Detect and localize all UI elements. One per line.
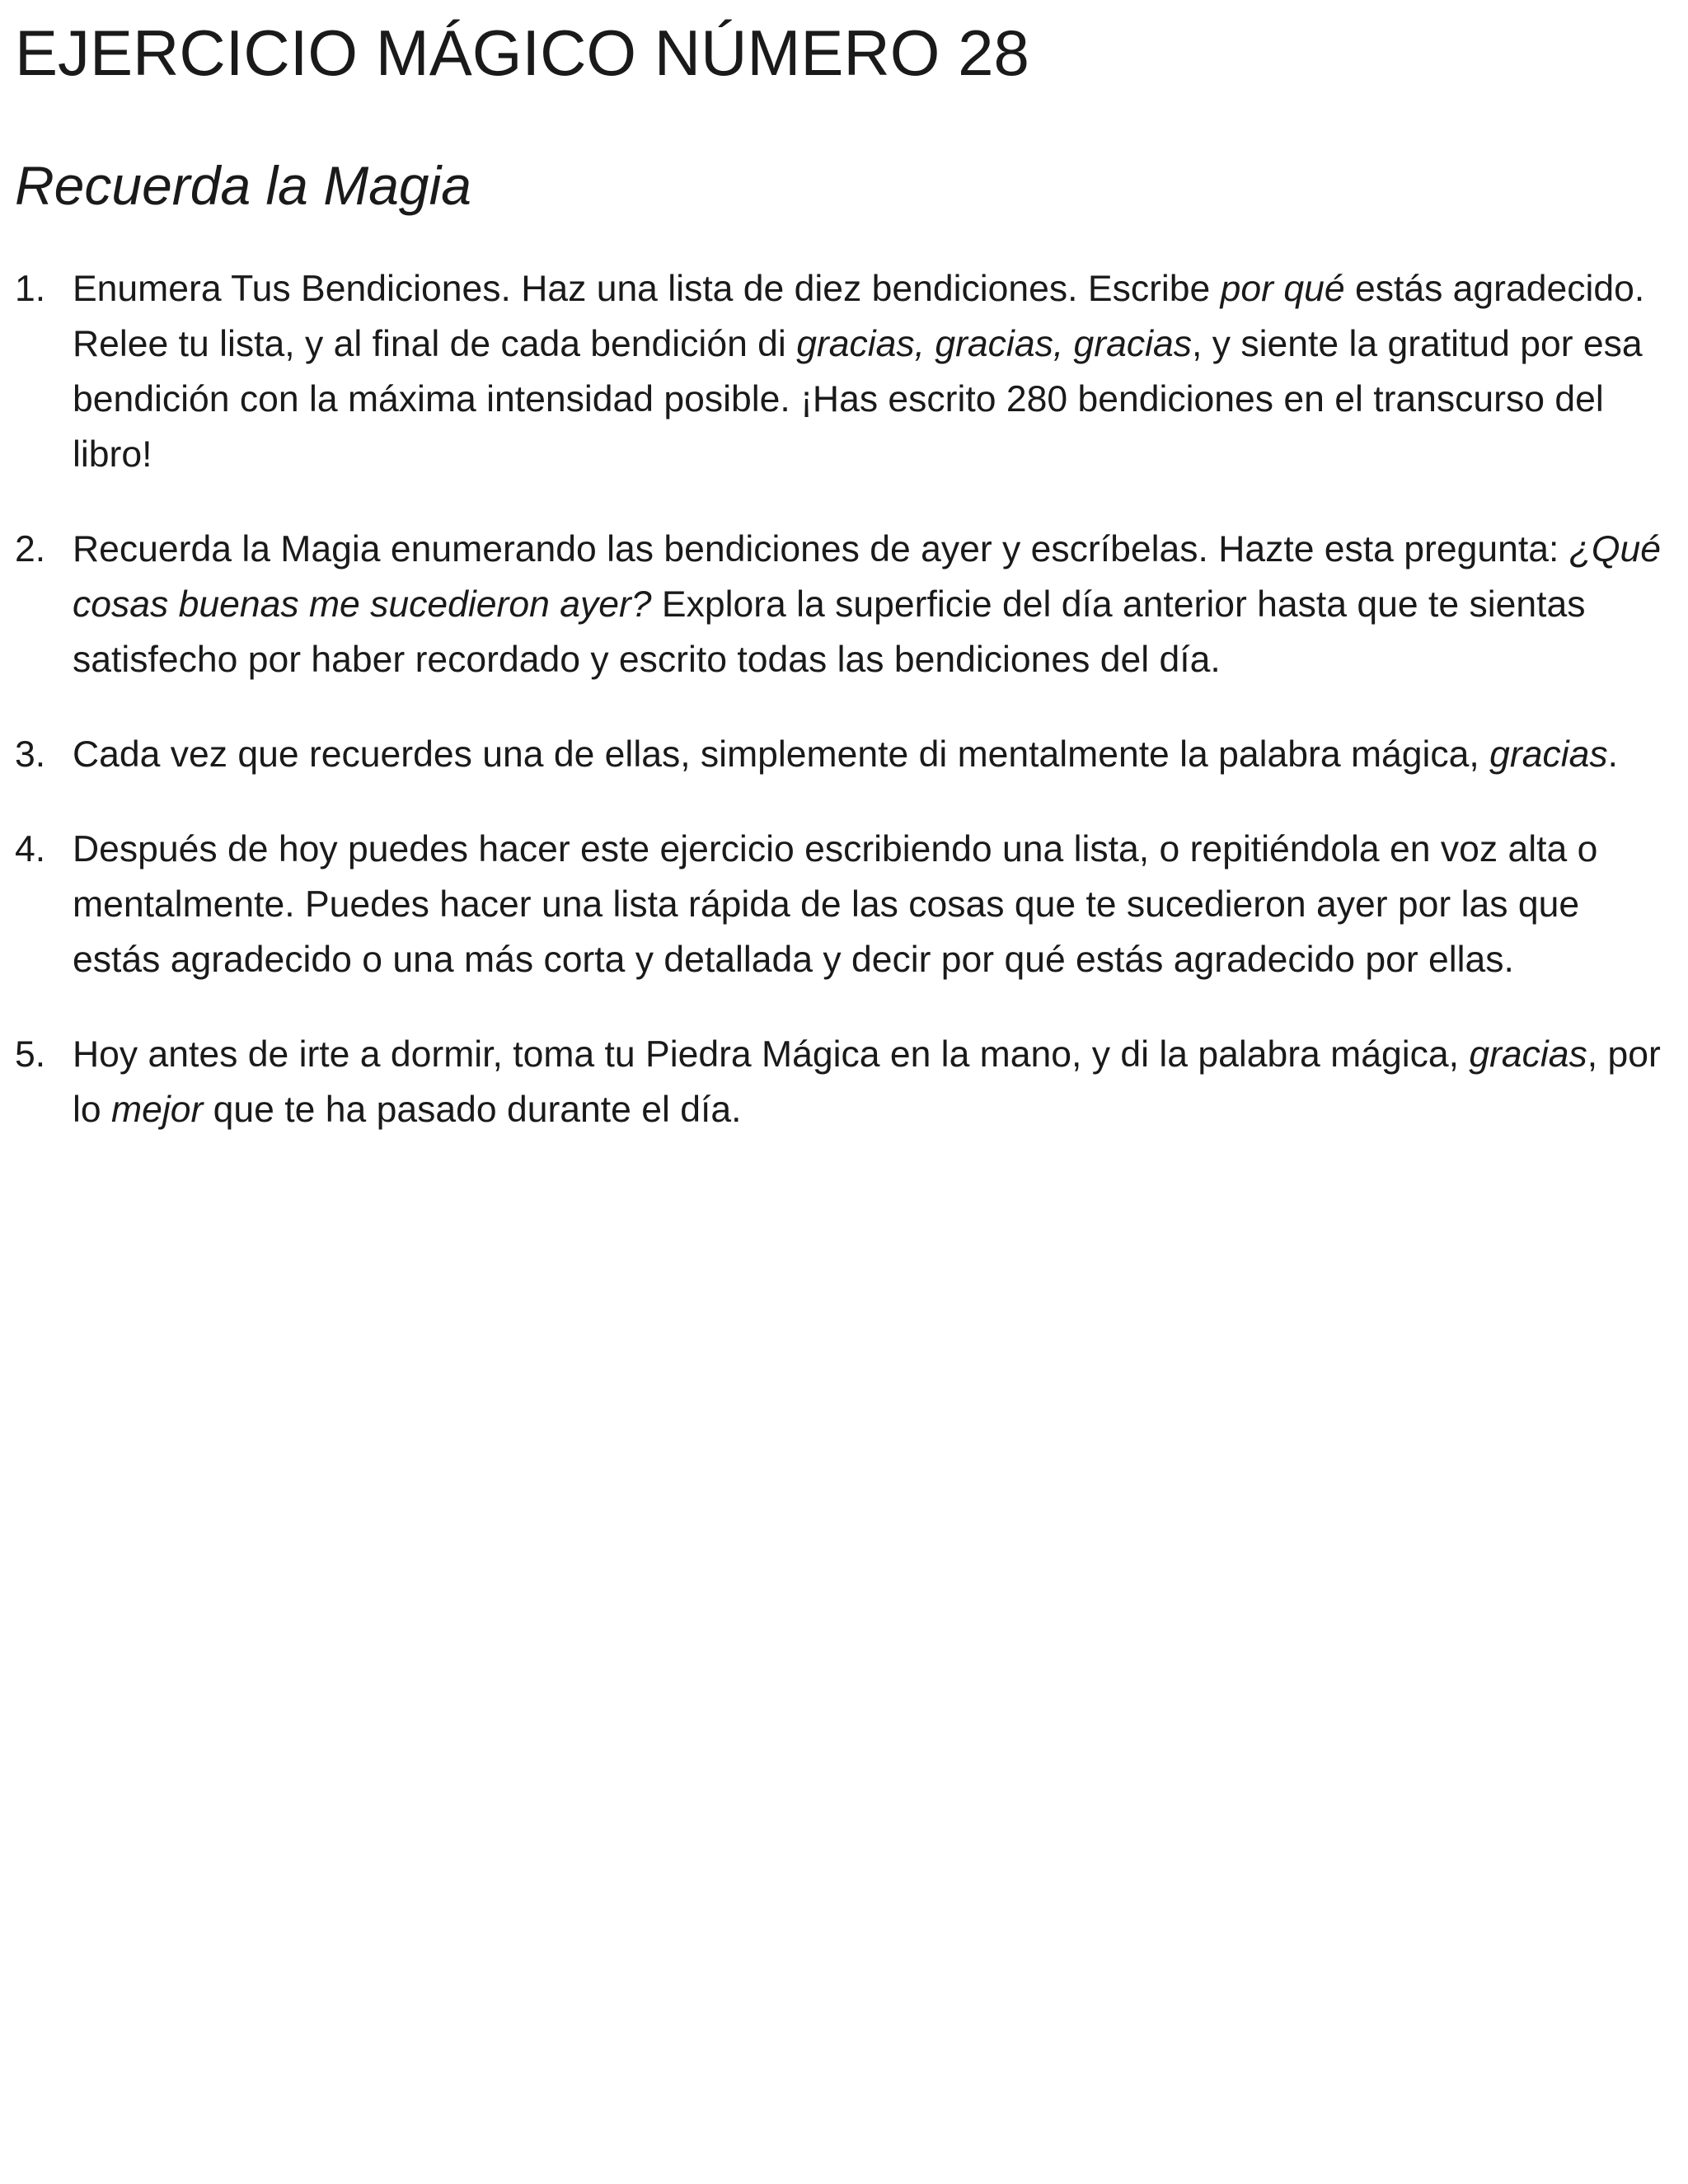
body-text: que te ha pasado durante el día.: [203, 1090, 742, 1130]
list-item: [15, 522, 1672, 687]
list-item-text: [73, 261, 1672, 482]
list-item-number: 3.: [15, 734, 46, 775]
emphasis-text: ¿Qué cosas buenas me sucedieron ayer?: [73, 529, 1661, 625]
list-item-number: 2.: [15, 529, 46, 569]
list-item-text: [73, 727, 1672, 782]
body-text: Enumera Tus Bendiciones. Haz una lista de diez bendiciones. Escribe: [73, 269, 1221, 309]
list-item: [15, 261, 1672, 482]
emphasis-text: mejor: [111, 1090, 204, 1130]
emphasis-text: gracias: [1489, 734, 1608, 775]
page-subtitle: Recuerda la Magia: [15, 155, 471, 216]
list-item-number: 1.: [15, 269, 46, 309]
exercise-list: [15, 261, 1672, 1177]
list-item-text: [73, 822, 1672, 987]
body-text: , por lo: [73, 1034, 1661, 1130]
page-title: EJERCICIO MÁGICO NÚMERO 28: [15, 16, 1029, 89]
body-text: Explora la superficie del día anterior hasta que te sientas satisfecho por haber recordado y escrito todas las bendiciones del día.: [73, 584, 1586, 680]
list-item-number: 4.: [15, 829, 46, 869]
body-text: , y siente la gratitud por esa bendición con la máxima intensidad posible. ¡Has escrito 280 bendiciones en el transcurso del libro!: [73, 324, 1643, 475]
list-item-number: 5.: [15, 1034, 46, 1075]
emphasis-text: gracias: [1469, 1034, 1587, 1075]
body-text: Hoy antes de irte a dormir, toma tu Piedra Mágica en la mano, y di la palabra mágica,: [73, 1034, 1470, 1075]
body-text: .: [1607, 734, 1618, 775]
body-text: Cada vez que recuerdes una de ellas, simplemente di mentalmente la palabra mágica,: [73, 734, 1490, 775]
list-item: [15, 727, 1672, 782]
body-text: Recuerda la Magia enumerando las bendiciones de ayer y escríbelas. Hazte esta pregunta:: [73, 529, 1569, 569]
list-item: [15, 822, 1672, 987]
list-item-text: [73, 1027, 1672, 1137]
body-text: estás agradecido. Relee tu lista, y al final de cada bendición di: [73, 269, 1645, 364]
body-text: Después de hoy puedes hacer este ejercicio escribiendo una lista, o repitiéndola en voz alta o mentalmente. Puedes hacer una lista rápida de las cosas que te sucedieron ayer por las que estás agradecido o una más corta y detallada y decir por qué estás agradecido por ellas.: [73, 829, 1598, 980]
emphasis-text: por qué: [1220, 269, 1345, 309]
list-item: [15, 1027, 1672, 1137]
list-item-text: [73, 522, 1672, 687]
emphasis-text: gracias, gracias, gracias: [796, 324, 1192, 364]
